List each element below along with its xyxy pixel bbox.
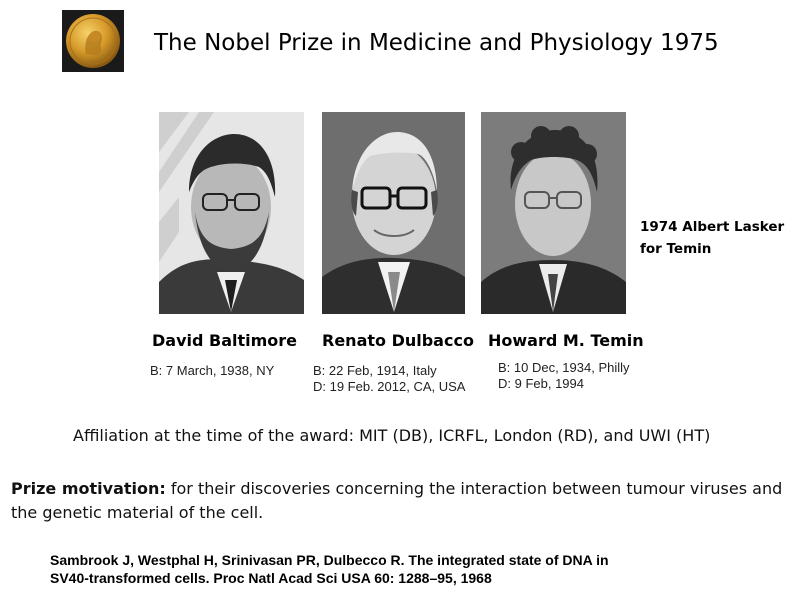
motivation-text: for their discoveries concerning the interaction between tumour viruses and the genetic material of the cell. [11, 479, 783, 522]
laureate-photo-temin [481, 112, 626, 314]
laureate-name-baltimore: David Baltimore [152, 331, 298, 350]
death-text: D: 19 Feb. 2012, CA, USA [313, 379, 466, 394]
birth-text: B: 10 Dec, 1934, Philly [498, 360, 630, 375]
lasker-line-1: 1974 Albert Lasker [640, 219, 785, 235]
laureate-photo-dulbecco [322, 112, 465, 314]
motivation-label: Prize motivation: [11, 479, 166, 498]
page-title: The Nobel Prize in Medicine and Physiology 1975 [154, 30, 719, 56]
birth-text: B: 22 Feb, 1914, Italy [313, 363, 437, 378]
lasker-line-2: for Temin [640, 241, 712, 257]
reference-line-2: SV40-transformed cells. Proc Natl Acad Sci USA 60: 1288–95, 1968 [50, 570, 492, 586]
laureate-bio-baltimore [150, 363, 274, 379]
laureate-photo-baltimore [159, 112, 304, 314]
laureate-bio-dulbecco [313, 363, 465, 395]
laureate-name-dulbecco: Renato Dulbacco [322, 331, 474, 350]
reference-citation [50, 551, 609, 587]
nobel-medal-icon [62, 10, 124, 72]
death-text: D: 9 Feb, 1994 [498, 376, 584, 391]
laureate-name-temin: Howard M. Temin [488, 331, 644, 350]
reference-line-1: Sambrook J, Westphal H, Srinivasan PR, Dulbecco R. The integrated state of DNA in [50, 552, 609, 568]
lasker-award-note [640, 216, 784, 260]
laureate-bio-temin [498, 360, 630, 392]
affiliation-text: Affiliation at the time of the award: MIT (DB), ICRFL, London (RD), and UWI (HT) [73, 426, 711, 445]
birth-text: B: 7 March, 1938, NY [150, 363, 275, 378]
prize-motivation [11, 477, 796, 525]
